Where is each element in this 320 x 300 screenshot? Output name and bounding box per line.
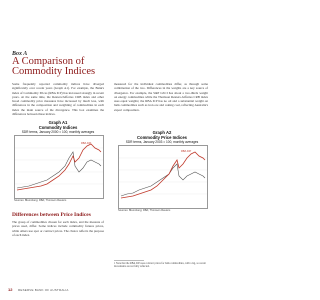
graph-a2-title: Commodity Price Indices bbox=[136, 135, 188, 140]
graph-a2-plot bbox=[118, 145, 208, 209]
graph-a1-subtitle: SDR terms, January 2000 = 100, monthly averages bbox=[21, 130, 95, 134]
title-line-1: A Comparison of bbox=[12, 56, 85, 67]
section-heading: Differences between Price Indices bbox=[12, 212, 91, 218]
graph-a1-label: Graph A1 bbox=[48, 120, 68, 125]
graph-a1-plot bbox=[14, 135, 104, 199]
publication-name: RESERVE BANK OF AUSTRALIA bbox=[18, 288, 69, 292]
graph-a2 bbox=[116, 130, 208, 144]
graph-a2-label: Graph A2 bbox=[152, 130, 172, 135]
graph-a1-title: Commodity Indices bbox=[38, 125, 78, 130]
page-title bbox=[12, 57, 132, 77]
graph-a1-series-label: RBA ICP bbox=[81, 142, 92, 145]
differences-paragraph: The group of commodities chosen for each index, and the measure of prices used, differ. Some indices include commodity futures prices, while others use spot or contract prices. The choice reflects the purpose of each index. bbox=[12, 220, 104, 237]
graph-a1-series-grey bbox=[17, 152, 101, 188]
intro-paragraph: Some frequently reported commodity indices have diverged significantly over recent years (Graph A1). For example, the Bank's index of Commodity Prices (RBA ICP) has increased strongly in recent years. At the same time, the Reuters/Jefferies CRB index and other broad commodity price measures have increased by much less, with differences in the composition and weighting of commodities in each index the main source of the divergence. This box examines the differences between these indices. bbox=[12, 82, 104, 117]
graph-a2-series-red bbox=[121, 152, 205, 198]
graph-a1-svg bbox=[15, 136, 103, 198]
graph-a1-source: Sources: Bloomberg; RBA; Thomson Reuters bbox=[14, 199, 67, 202]
graph-a2-subtitle: SDR terms, January 2003 = 100, monthly averages bbox=[125, 140, 199, 144]
graph-a2-series-label: RBA ICP bbox=[181, 150, 192, 153]
title-line-2: Commodity Indices bbox=[12, 66, 96, 77]
page-number: 12 bbox=[8, 287, 13, 292]
graph-a1 bbox=[12, 120, 104, 134]
graph-a2-svg bbox=[119, 146, 207, 208]
footnote: 1 Note that the RBA ICP uses contract prices for bulk commodities, with a lag, so recent movements are not fully reflected. bbox=[114, 262, 206, 269]
box-label: Box A bbox=[12, 51, 28, 57]
right-column-paragraph: measured for the individual commodities differ, as through some combination of the two. Differences in the weights are a key source of divergence. For example, the S&P GSCI has about a two-thirds weight on energy commodities while the Thomson Reuters-Jefferies CRB index uses equal weights; the RBA ICP has no oil and a substantial weight on bulk commodities such as iron ore and coking coal, reflecting Australia's export composition. bbox=[114, 82, 208, 112]
graph-a1-series-red bbox=[17, 144, 101, 190]
graph-a2-source: Sources: Bloomberg; RBA; Thomson Reuters bbox=[118, 209, 171, 212]
